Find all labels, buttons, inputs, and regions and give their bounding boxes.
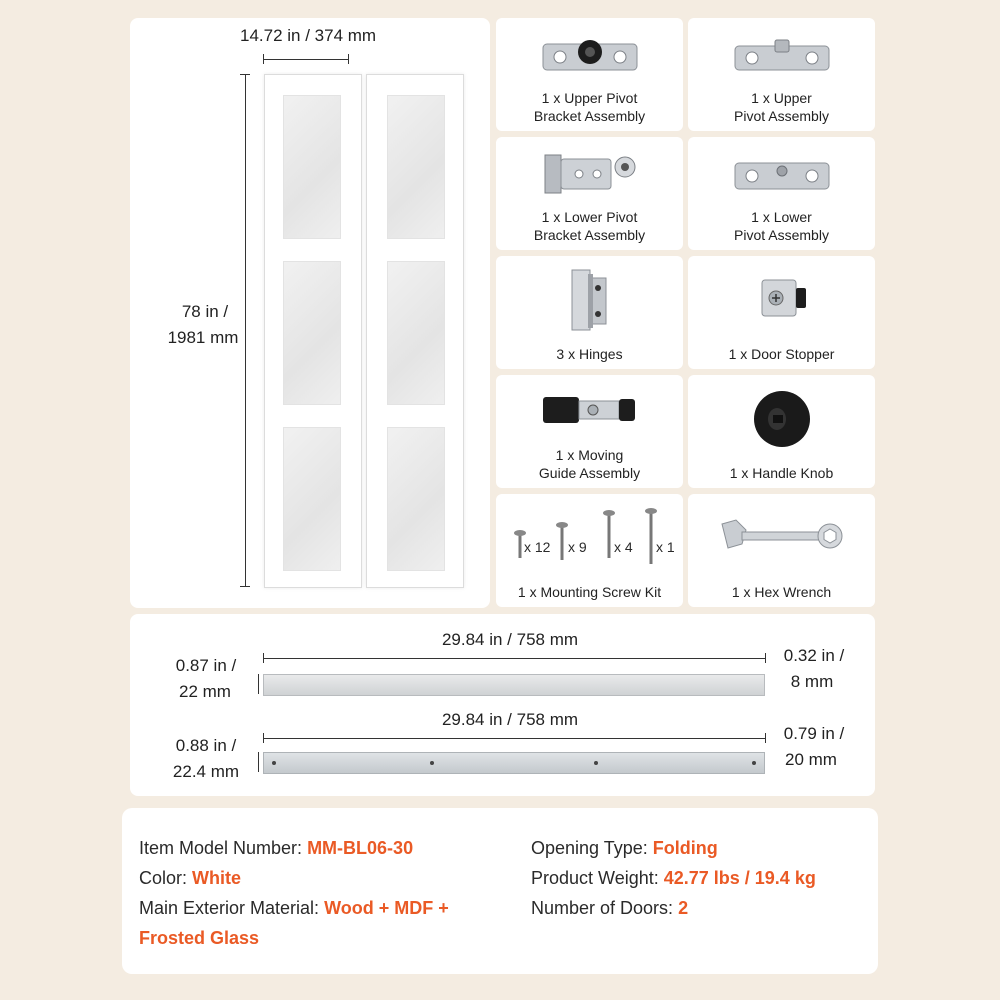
track1-length-line [263, 658, 765, 659]
track2-height-label-2: 22.4 mm [172, 762, 240, 781]
track2-tick-left [263, 733, 264, 743]
hinge-icon [560, 264, 620, 334]
part-lower-pivot-bracket [496, 137, 683, 250]
upper-pivot-icon [727, 32, 837, 82]
track2-tick-right [765, 733, 766, 743]
door-height-label-1: 78 in / [181, 302, 229, 321]
track1-thickness-label-1: 0.32 in / [783, 646, 845, 665]
door-leaf-left [264, 74, 362, 588]
spec-value: 42.77 lbs / 19.4 kg [663, 868, 816, 888]
track1-height-label-2: 22 mm [179, 682, 231, 701]
screw-count: x 1 [656, 539, 675, 555]
frosted-glass-pane [283, 95, 341, 239]
track1-tick-left [263, 653, 264, 663]
door-panel [130, 18, 490, 608]
part-upper-pivot [688, 18, 875, 131]
track1-height-line [258, 674, 259, 694]
mounting-hole [430, 761, 434, 765]
part-label: 1 x Hex Wrench [731, 584, 832, 600]
spec-key: Opening Type: [531, 838, 653, 858]
lower-pivot-bracket-icon [535, 145, 645, 201]
track2-length-line [263, 738, 765, 739]
part-label: 1 x Lower Pivot Bracket Assembly [533, 209, 646, 243]
frosted-glass-pane [387, 261, 445, 405]
door-height-tick-bottom [240, 586, 250, 587]
spec-material-cont [139, 928, 259, 949]
part-handle-knob [688, 375, 875, 488]
door-height-line [245, 74, 246, 586]
track2-thickness-label-1: 0.79 in / [783, 724, 845, 743]
hex-wrench-icon [712, 514, 852, 558]
frosted-glass-pane [283, 261, 341, 405]
part-label: 1 x Mounting Screw Kit [517, 584, 662, 600]
part-label: 3 x Hinges [556, 346, 623, 362]
upper-pivot-bracket-icon [535, 32, 645, 82]
part-label: 1 x Lower Pivot Assembly [734, 209, 829, 243]
lower-track [263, 752, 765, 774]
part-upper-pivot-bracket [496, 18, 683, 131]
lower-pivot-icon [727, 149, 837, 199]
specs-panel [122, 808, 878, 974]
spec-value: Frosted Glass [139, 928, 260, 948]
part-lower-pivot [688, 137, 875, 250]
spec-value: MM-BL06-30 [307, 838, 414, 858]
track2-length-label: 29.84 in / 758 mm [441, 710, 579, 729]
track1-thickness-label-2: 8 mm [790, 672, 834, 691]
frosted-glass-pane [387, 427, 445, 571]
track1-height-label-1: 0.87 in / [175, 656, 237, 675]
spec-opening [531, 838, 718, 859]
spec-key: Product Weight: [531, 868, 664, 888]
moving-guide-icon [535, 389, 645, 429]
spec-key: Main Exterior Material: [139, 898, 325, 918]
door-width-tick-left [263, 54, 264, 64]
frosted-glass-pane [387, 95, 445, 239]
mounting-hole [594, 761, 598, 765]
screw-count: x 4 [614, 539, 633, 555]
track2-thickness-label-2: 20 mm [785, 750, 837, 769]
spec-model [139, 838, 413, 859]
spec-value: 2 [678, 898, 689, 918]
door-width-label: 14.72 in / 374 mm [240, 26, 377, 45]
track2-height-label-1: 0.88 in / [175, 736, 237, 755]
spec-material [139, 898, 449, 919]
screw-count: x 12 [524, 539, 551, 555]
part-label: 1 x Upper Pivot Assembly [734, 90, 829, 124]
screw-icon [556, 522, 568, 560]
spec-key: Number of Doors: [531, 898, 679, 918]
part-screw-kit [496, 494, 683, 607]
part-hinges [496, 256, 683, 369]
spec-key: Item Model Number: [139, 838, 308, 858]
spec-value: White [192, 868, 242, 888]
tracks-panel [130, 614, 875, 796]
part-hex-wrench [688, 494, 875, 607]
mounting-hole [272, 761, 276, 765]
door-stopper-icon [752, 270, 812, 326]
upper-track [263, 674, 765, 696]
track1-tick-right [765, 653, 766, 663]
track1-length-label: 29.84 in / 758 mm [441, 630, 579, 649]
screw-count: x 9 [568, 539, 587, 555]
spec-weight [531, 868, 816, 889]
screw-icon [645, 508, 657, 564]
door-height-tick-top [240, 74, 250, 75]
frosted-glass-pane [283, 427, 341, 571]
door-width-line [263, 59, 348, 60]
part-label: 1 x Moving Guide Assembly [538, 447, 641, 481]
spec-value: Wood + MDF + [324, 898, 449, 918]
spec-doors [531, 898, 688, 919]
handle-knob-icon [747, 387, 817, 453]
part-moving-guide [496, 375, 683, 488]
door-height-label-2: 1981 mm [167, 328, 239, 347]
screw-kit-icon [504, 502, 679, 572]
door-leaf-right [366, 74, 464, 588]
mounting-hole [752, 761, 756, 765]
part-label: 1 x Handle Knob [729, 465, 834, 481]
track2-height-line [258, 752, 259, 772]
part-door-stopper [688, 256, 875, 369]
part-label: 1 x Door Stopper [728, 346, 835, 362]
spec-color [139, 868, 241, 889]
part-label: 1 x Upper Pivot Bracket Assembly [533, 90, 646, 124]
spec-value: Folding [652, 838, 718, 858]
spec-key: Color: [139, 868, 193, 888]
door-width-tick-right [348, 54, 349, 64]
